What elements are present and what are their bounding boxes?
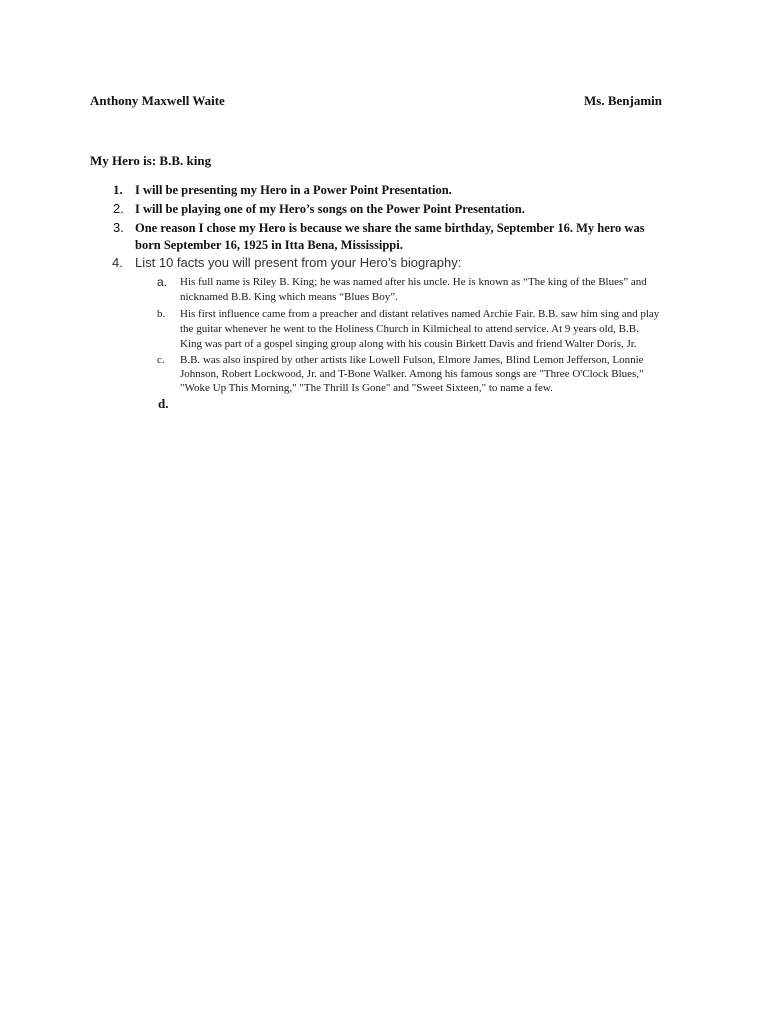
fact-line: His full name is Riley B. King; he was named after his uncle. He is known as “The king of the Blues” and [180, 276, 647, 288]
hero-heading: My Hero is: B.B. king [90, 153, 212, 168]
item-text: I will be playing one of my Hero’s songs on the Power Point Presentation. [135, 202, 525, 216]
student-name: Anthony Maxwell Waite [90, 93, 225, 108]
fact-line: "Woke Up This Morning," "The Thrill Is Gone" and "Sweet Sixteen," to name a few. [180, 382, 553, 394]
item-number: 1. [113, 182, 123, 197]
item-number: 2. [113, 201, 124, 216]
fact-line: His first influence came from a preacher and distant relatives named Archie Fair. B.B. saw him sing and play [180, 308, 660, 320]
item-number: 4. [112, 255, 123, 270]
item-text: I will be presenting my Hero in a Power Point Presentation. [135, 183, 452, 197]
fact-marker: a. [157, 275, 168, 289]
fact-marker: c. [157, 354, 165, 366]
item-number: 3. [113, 220, 124, 235]
fact-line: King was part of a gospel singing group along with his cousin Birkett Davis and friend Walter Doris, Jr. [180, 338, 637, 350]
fact-line: B.B. was also inspired by other artists like Lowell Fulson, Elmore James, Blind Lemon Jefferson, Lonnie [180, 354, 644, 366]
fact-line: nicknamed B.B. King which means “Blues Boy”. [180, 291, 398, 303]
fact-line: the guitar whenever he went to the Holiness Church in Kilmicheal to attend service. At 9 years old, B.B. [180, 323, 639, 335]
item-text-line-1: One reason I chose my Hero is because we share the same birthday, September 16. My hero was [135, 221, 645, 235]
item-text: List 10 facts you will present from your Hero’s biography: [135, 255, 462, 270]
fact-line: Johnson, Robert Lockwood, Jr. and T-Bone Walker. Among his famous songs are "Three O'Clock Blues," [180, 368, 644, 380]
item-text-line-2: born September 16, 1925 in Itta Bena, Mississippi. [135, 238, 403, 252]
teacher-name: Ms. Benjamin [584, 93, 662, 108]
fact-marker: b. [157, 308, 166, 320]
fact-item-d: d. [158, 396, 169, 411]
